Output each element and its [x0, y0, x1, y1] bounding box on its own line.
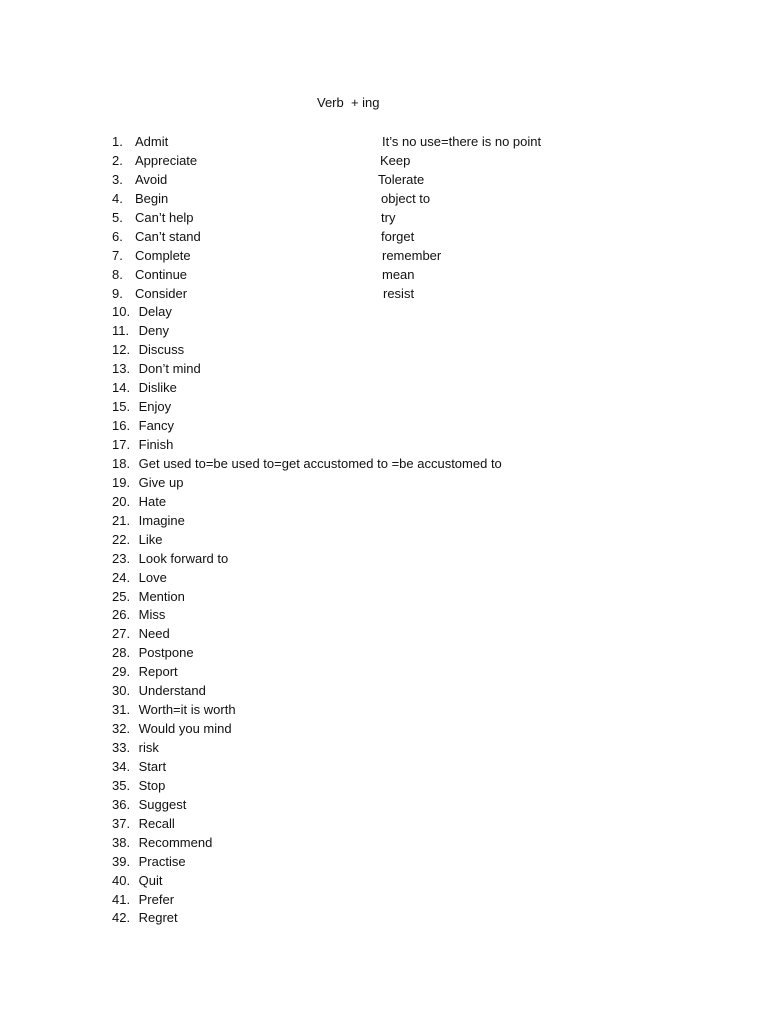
list-item	[112, 303, 502, 322]
list-item	[112, 796, 502, 815]
item-text: Recall	[138, 815, 175, 831]
page-title: Verb + ing	[317, 95, 380, 110]
item-number: 35.	[112, 777, 131, 793]
item-text: Miss	[138, 607, 166, 623]
item-number: 31.	[112, 702, 131, 718]
list-item	[112, 360, 502, 379]
item-number: 30.	[112, 683, 131, 699]
item-number: 24.	[112, 569, 131, 585]
item-number: 28.	[112, 645, 131, 661]
item-text: Understand	[138, 683, 206, 699]
list-item	[112, 625, 502, 644]
list-item	[112, 682, 502, 701]
item-text: Prefer	[138, 891, 175, 907]
item-number: 39.	[112, 853, 131, 869]
item-text: Start	[138, 758, 167, 774]
item-number: 8.	[112, 266, 123, 282]
item-number: 15.	[112, 399, 131, 415]
item-text: Fancy	[138, 418, 175, 434]
list-item	[112, 531, 502, 550]
expression-item: forget	[381, 228, 415, 244]
item-number: 3.	[112, 171, 123, 187]
expression-item: Keep	[380, 152, 411, 168]
item-text: Begin	[135, 190, 169, 206]
item-text: Enjoy	[138, 399, 172, 415]
item-text: Practise	[138, 853, 186, 869]
item-number: 41.	[112, 891, 131, 907]
list-item	[112, 758, 502, 777]
item-text: Suggest	[138, 796, 187, 812]
item-text: Discuss	[138, 342, 185, 358]
list-item	[112, 739, 502, 758]
item-number: 12.	[112, 342, 131, 358]
list-item	[112, 891, 502, 910]
list-item	[112, 872, 502, 891]
list-item	[112, 455, 502, 474]
item-text: Worth=it is worth	[138, 702, 236, 718]
list-item	[112, 474, 502, 493]
item-text: Avoid	[135, 171, 168, 187]
item-text: Delay	[138, 304, 172, 320]
list-item	[112, 398, 502, 417]
item-number: 2.	[112, 152, 123, 168]
item-text: Recommend	[138, 834, 213, 850]
item-text: risk	[138, 740, 159, 755]
expression-item: Tolerate	[378, 171, 425, 187]
item-text: Continue	[135, 266, 188, 282]
item-text: Regret	[138, 910, 178, 926]
list-item	[112, 493, 502, 512]
item-number: 23.	[112, 550, 131, 566]
item-text: Stop	[138, 777, 166, 793]
item-text: Complete	[135, 247, 191, 263]
list-item	[112, 663, 502, 682]
item-number: 25.	[112, 588, 131, 604]
expression-item: mean	[382, 266, 415, 282]
item-number: 27.	[112, 626, 131, 642]
item-text: Imagine	[138, 512, 185, 528]
list-item	[112, 569, 502, 588]
expression-item: try	[381, 209, 396, 225]
item-text: Mention	[138, 588, 185, 604]
item-text: Need	[138, 626, 170, 642]
item-number: 1.	[112, 134, 123, 149]
item-text: Can’t help	[135, 209, 194, 225]
expression-item: remember	[382, 247, 442, 263]
item-text: Don’t mind	[138, 361, 201, 377]
list-item	[112, 853, 502, 872]
item-text: Postpone	[138, 645, 194, 661]
item-number: 21.	[112, 512, 131, 528]
item-number: 42.	[112, 910, 131, 926]
item-number: 6.	[112, 228, 123, 244]
item-number: 16.	[112, 418, 131, 434]
item-text: Dislike	[138, 380, 177, 396]
item-number: 29.	[112, 664, 131, 680]
item-text: Report	[138, 664, 178, 680]
item-text: Give up	[138, 474, 184, 490]
item-text: Admit	[135, 134, 169, 149]
item-number: 36.	[112, 796, 131, 812]
item-number: 5.	[112, 209, 123, 225]
item-text: Look forward to	[138, 550, 229, 566]
list-item	[112, 720, 502, 739]
list-item	[112, 436, 502, 455]
list-item	[112, 512, 502, 531]
item-number: 20.	[112, 493, 131, 509]
list-item	[112, 909, 502, 928]
item-number: 22.	[112, 531, 131, 547]
item-number: 32.	[112, 721, 131, 737]
item-number: 13.	[112, 361, 131, 377]
item-text: Get used to=be used to=get accustomed to =be accustomed to	[138, 455, 502, 471]
item-number: 34.	[112, 758, 131, 774]
item-number: 33.	[112, 740, 131, 755]
list-item	[112, 417, 502, 436]
item-number: 7.	[112, 247, 123, 263]
item-text: Finish	[138, 437, 174, 452]
item-text: Consider	[135, 285, 188, 301]
list-item	[112, 550, 502, 569]
item-text: Love	[138, 569, 167, 585]
item-text: Hate	[138, 493, 167, 509]
item-number: 40.	[112, 872, 131, 888]
expression-list	[380, 133, 541, 303]
item-text: Deny	[138, 323, 169, 339]
list-item	[112, 777, 502, 796]
item-number: 17.	[112, 437, 131, 452]
list-item	[112, 606, 502, 625]
list-item	[112, 701, 502, 720]
item-number: 4.	[112, 190, 123, 206]
item-number: 26.	[112, 607, 131, 623]
item-number: 19.	[112, 474, 131, 490]
item-text: Can’t stand	[135, 228, 201, 244]
item-number: 11.	[112, 323, 130, 339]
list-item	[112, 644, 502, 663]
item-text: Appreciate	[135, 152, 198, 168]
item-number: 14.	[112, 380, 131, 396]
expression-item: It’s no use=there is no point	[382, 134, 542, 149]
expression-item: object to	[381, 190, 431, 206]
list-item	[112, 588, 502, 607]
expression-item: resist	[383, 285, 415, 301]
item-number: 9.	[112, 285, 123, 301]
list-item	[112, 322, 502, 341]
item-number: 37.	[112, 815, 131, 831]
list-item	[112, 834, 502, 853]
list-item	[112, 815, 502, 834]
item-number: 18.	[112, 455, 131, 471]
item-number: 10.	[112, 304, 131, 320]
item-number: 38.	[112, 834, 131, 850]
list-item	[112, 341, 502, 360]
item-text: Quit	[138, 872, 163, 888]
list-item	[112, 379, 502, 398]
item-text: Like	[138, 531, 163, 547]
item-text: Would you mind	[138, 721, 232, 737]
